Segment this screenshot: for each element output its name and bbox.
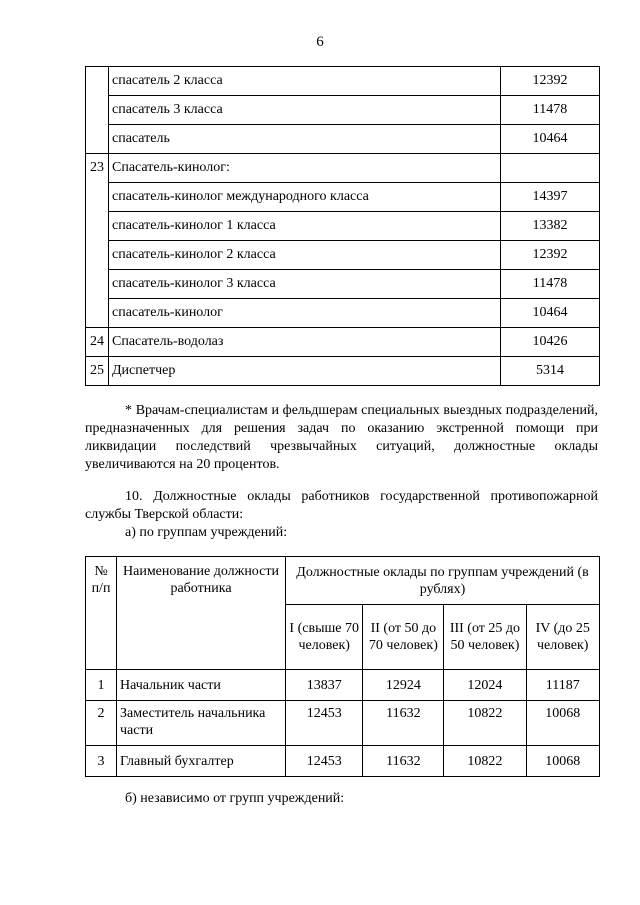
section-10-heading: 10. Должностные оклады работников государственной противопожарной службы Тверской области: (85, 489, 598, 522)
row-number (86, 125, 109, 154)
table-row (86, 154, 600, 183)
position-name: спасатель-кинолог международного класса (109, 183, 501, 212)
table-row (86, 746, 600, 777)
table-row (86, 241, 600, 270)
row-number: 23 (86, 154, 109, 183)
position-name: спасатель-кинолог (109, 299, 501, 328)
column-header-groups: Должностные оклады по группам учреждений (в рублях) (286, 557, 600, 605)
salary-group-2: 12924 (363, 670, 444, 701)
salary-group-1: 13837 (286, 670, 363, 701)
salary-value: 5314 (501, 357, 600, 386)
table-row (86, 670, 600, 701)
position-name: Спасатель-водолаз (109, 328, 501, 357)
row-number (86, 96, 109, 125)
table-row (86, 125, 600, 154)
table-row (86, 701, 600, 746)
salary-group-4: 10068 (526, 746, 600, 777)
position-name: Заместитель начальника части (117, 701, 286, 746)
column-header-position: Наименование должности работника (117, 557, 286, 670)
table-row (86, 328, 600, 357)
salary-value: 12392 (501, 67, 600, 96)
position-name: Диспетчер (109, 357, 501, 386)
table-row (86, 96, 600, 125)
footnote-paragraph: * Врачам-специалистам и фельдшерам специальных выездных подразделений, предназначенных для решения задач по оказанию экстренной помощи при ликвидации последствий чрезвычайных ситуаций, должностные оклады увеличиваются на 20 процентов. (85, 403, 598, 472)
section-10-subheading: а) по группам учреждений: (125, 525, 288, 540)
row-number: 2 (86, 701, 117, 746)
position-name: спасатель-кинолог 2 класса (109, 241, 501, 270)
table-row (86, 67, 600, 96)
salary-group-4: 10068 (526, 701, 600, 746)
column-header-group-2: II (от 50 до 70 человек) (363, 605, 444, 670)
salary-group-4: 11187 (526, 670, 600, 701)
table-row (86, 357, 600, 386)
salary-value: 12392 (501, 241, 600, 270)
table-row (86, 299, 600, 328)
salary-group-3: 12024 (444, 670, 526, 701)
row-number (86, 270, 109, 299)
column-header-number: № п/п (86, 557, 117, 670)
salary-group-2: 11632 (363, 701, 444, 746)
row-number (86, 67, 109, 96)
position-name: спасатель-кинолог 1 класса (109, 212, 501, 241)
salary-value: 10464 (501, 299, 600, 328)
row-number: 24 (86, 328, 109, 357)
salary-value: 11478 (501, 270, 600, 299)
salary-group-2: 11632 (363, 746, 444, 777)
position-name: спасатель-кинолог 3 класса (109, 270, 501, 299)
position-name: спасатель 2 класса (109, 67, 501, 96)
salary-value: 13382 (501, 212, 600, 241)
row-number (86, 241, 109, 270)
salary-value: 10426 (501, 328, 600, 357)
table-row (86, 183, 600, 212)
salary-value: 14397 (501, 183, 600, 212)
column-header-group-3: III (от 25 до 50 человек) (444, 605, 526, 670)
salary-group-1: 12453 (286, 746, 363, 777)
position-name: Начальник части (117, 670, 286, 701)
table-row (86, 270, 600, 299)
table-row (86, 212, 600, 241)
salary-value (501, 154, 600, 183)
salary-value: 11478 (501, 96, 600, 125)
salary-group-3: 10822 (444, 746, 526, 777)
section-b-heading: б) независимо от групп учреждений: (125, 791, 345, 806)
position-name: Главный бухгалтер (117, 746, 286, 777)
column-header-group-1: I (свыше 70 человек) (286, 605, 363, 670)
column-header-group-4: IV (до 25 человек) (526, 605, 600, 670)
row-number (86, 299, 109, 328)
page-number: 6 (316, 34, 324, 50)
salary-table-fire-service (85, 556, 600, 777)
salary-value: 10464 (501, 125, 600, 154)
row-number: 1 (86, 670, 117, 701)
salary-group-3: 10822 (444, 701, 526, 746)
salary-group-1: 12453 (286, 701, 363, 746)
salary-table-rescuers (85, 66, 600, 386)
position-name: спасатель (109, 125, 501, 154)
row-number (86, 212, 109, 241)
row-number: 25 (86, 357, 109, 386)
row-number (86, 183, 109, 212)
row-number: 3 (86, 746, 117, 777)
position-name: спасатель 3 класса (109, 96, 501, 125)
header-row (86, 557, 600, 605)
position-name: Спасатель-кинолог: (109, 154, 501, 183)
